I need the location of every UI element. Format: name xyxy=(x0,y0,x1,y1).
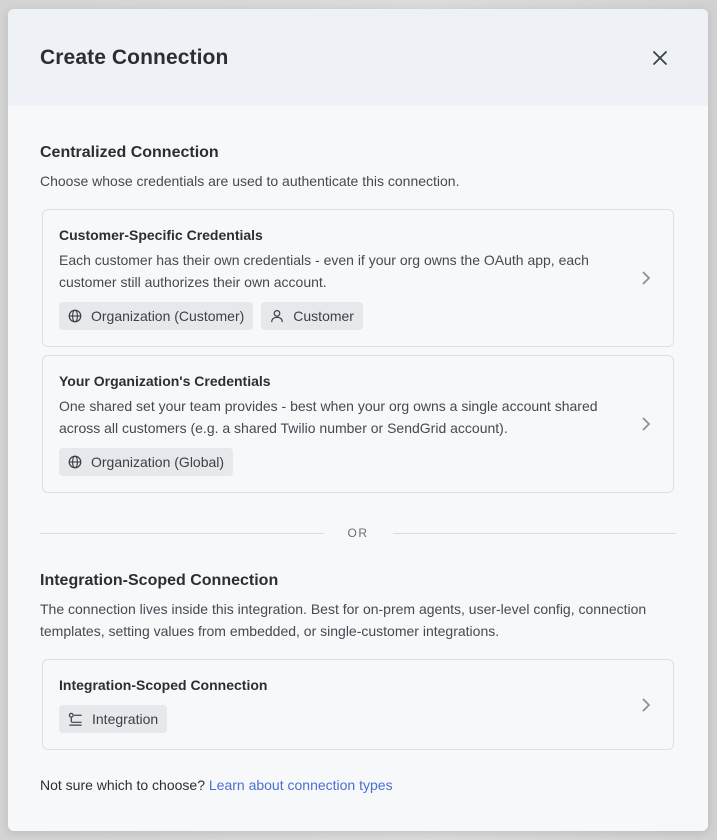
badge-group xyxy=(59,302,657,330)
chevron-right-icon xyxy=(641,417,651,431)
centralized-section-description: Choose whose credentials are used to authenticate this connection. xyxy=(40,173,460,189)
card-title: Customer-Specific Credentials xyxy=(59,227,263,243)
modal-header xyxy=(8,9,708,106)
card-description: One shared set your team provides - best when your org owns a single account shared across all customers (e.g. a shared Twilio number or SendGrid account). xyxy=(59,398,598,436)
globe-icon xyxy=(68,309,82,323)
help-footer xyxy=(40,777,676,793)
modal-title: Create Connection xyxy=(40,45,229,69)
customer-badge xyxy=(261,302,363,330)
integration-badge xyxy=(59,705,167,733)
learn-connection-types-link[interactable]: Learn about connection types xyxy=(208,777,393,793)
badge-label: Organization (Global) xyxy=(91,454,225,470)
divider-label: OR xyxy=(347,526,369,540)
close-icon xyxy=(652,50,668,66)
centralized-section-title: Centralized Connection xyxy=(40,144,219,161)
badge-label: Customer xyxy=(293,308,354,324)
integration-icon xyxy=(68,712,83,727)
divider-line xyxy=(393,533,677,534)
integration-section-title: Integration-Scoped Connection xyxy=(40,572,279,589)
integration-scoped-connection-card[interactable] xyxy=(42,659,674,750)
organization-global-badge xyxy=(59,448,233,476)
badge-label: Integration xyxy=(92,711,159,727)
create-connection-modal xyxy=(8,9,708,831)
card-title: Your Organization's Credentials xyxy=(59,373,271,389)
close-button[interactable] xyxy=(642,40,678,76)
integration-section-description: The connection lives inside this integration. Best for on-prem agents, user-level config, connection templates, setting values from embedded, or single-customer integrations. xyxy=(40,601,647,639)
customer-specific-credentials-card[interactable] xyxy=(42,209,674,347)
divider-line xyxy=(40,533,324,534)
modal-body xyxy=(8,106,708,793)
help-prompt: Not sure which to choose? xyxy=(40,777,205,793)
badge-group xyxy=(59,705,657,733)
card-description: Each customer has their own credentials - even if your org owns the OAuth app, each customer still authorizes their own account. xyxy=(59,252,589,290)
organization-customer-badge xyxy=(59,302,253,330)
organization-credentials-card[interactable] xyxy=(42,355,674,493)
globe-icon xyxy=(68,455,82,469)
chevron-right-icon xyxy=(641,698,651,712)
badge-group xyxy=(59,448,657,476)
user-icon xyxy=(270,309,284,323)
card-title: Integration-Scoped Connection xyxy=(59,677,268,693)
or-divider xyxy=(40,526,676,540)
badge-label: Organization (Customer) xyxy=(91,308,245,324)
chevron-right-icon xyxy=(641,271,651,285)
